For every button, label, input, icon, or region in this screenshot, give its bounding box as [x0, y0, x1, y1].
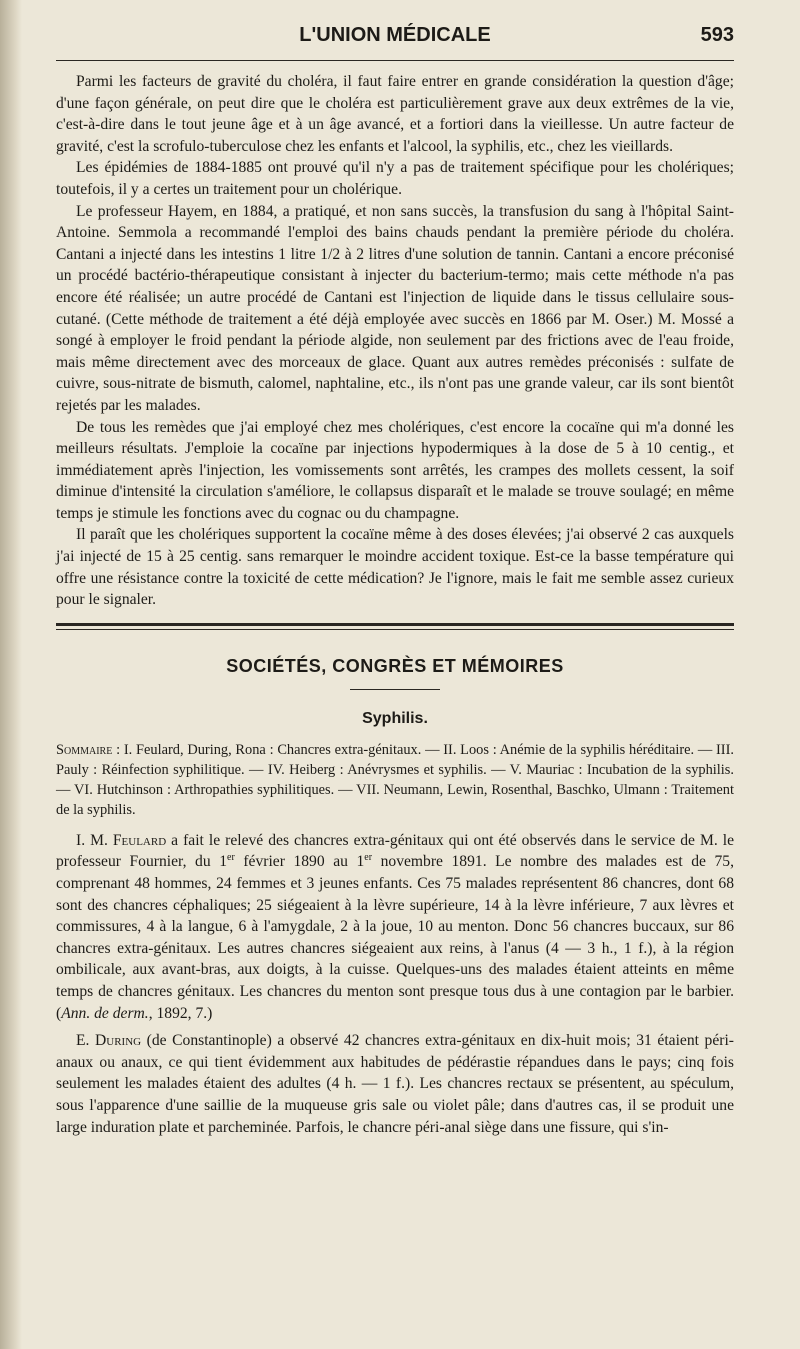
summary-label: Sommaire: [56, 741, 113, 758]
cholera-article-body: [56, 71, 734, 611]
syphilis-article-body: [56, 830, 734, 1138]
author-name: Feulard: [112, 831, 167, 849]
paragraph: Le professeur Hayem, en 1884, a pratiqué, et non sans succès, la transfusion du sang à l'hôpital Saint-Antoine. Semmola a recommandé l'emploi des bains chauds pendant la première période du choléra. Cantani a injecté dans les intestins 1 litre 1/2 à 2 litres d'une solution de tannin. Cantani a encore préconisé un procédé bactério-thérapeutique consistant à injecter du bacterium-termo; mais cette méthode n'a pas encore été réalisée; un autre procédé de Cantani est l'injection de liquide dans le tissus cellulaire sous-cutané. (Cette méthode de traitement a été déjà employée avec succès en 1866 par M. Oser.) M. Mossé a songé à employer le froid pendant la période algide, non seulement par des frictions avec de l'eau froide, mais même directement avec des morceaux de glace. Quant aux autres remèdes préconisés : sulfate de cuivre, sous-nitrate de bismuth, calomel, naphtaline, etc., ils n'ont pas une grande valeur, car ils sont bientôt rejetés par les malades.: [56, 202, 734, 414]
section-title: SOCIÉTÉS, CONGRÈS ET MÉMOIRES: [226, 655, 564, 676]
paragraph: Il paraît que les cholériques supportent la cocaïne même à des doses élevées; j'ai observé 2 cas auxquels j'ai injecté de 15 à 25 centig. sans remarquer le moindre accident toxique. Est-ce la basse température qui offre une résistance contre la toxicité de cette médication? Je l'ignore, mais le fait me semble assez curieux pour le signaler.: [56, 526, 734, 609]
journal-title: L'UNION MÉDICALE: [299, 24, 491, 46]
title-rule: [350, 689, 440, 690]
paragraph: Les épidémies de 1884-1885 ont prouvé qu'il n'y a pas de traitement spécifique pour les cholériques; toutefois, il y a certes un traitement pour un cholérique.: [56, 159, 734, 198]
superscript: er: [364, 852, 373, 864]
header-rule: [56, 60, 734, 61]
paragraph: De tous les remèdes que j'ai employé chez mes cholériques, c'est encore la cocaïne qui m'a donné les meilleurs résultats. J'emploie la cocaïne par injections hypodermiques à la dose de 5 à 10 centig., et immédiatement après l'injection, les vomissements sont arrêtés, les crampes des mollets cessent, la soif diminue d'intensité la circulation s'améliore, le collapsus disparaît et le malade se trouve soulagé; en même temps je stimule les fonctions avec du cognac ou du champagne.: [56, 418, 734, 522]
text-run: février 1890 au 1: [234, 853, 365, 871]
section-separator: [56, 623, 734, 630]
running-header: [56, 22, 734, 50]
text-run: (de Constantinople) a observé 42 chancres extra-génitaux en dix-huit mois; 31 étaient péri-anaux ou anaux, ce qui tient évidemment aux habitudes de pédérastie répandues dans le pays; cinq fois seulement les malades étaient des adultes (4 h. — 1 f.). Les chancres rectaux se présentent, au spéculum, sous l'apparence d'une saillie de la muqueuse gris sale ou violet pâle; dans d'autres cas, il se produit une large induration plate et parcheminée. Parfois, le chancre péri-anal siège dans une fissure, qui s'in-: [56, 1032, 734, 1136]
paragraph-feulard: [56, 830, 734, 1024]
text-run: E.: [76, 1032, 95, 1050]
summary-block: [56, 740, 734, 820]
superscript: er: [227, 852, 235, 864]
text-run: I. M.: [76, 831, 113, 849]
page-gutter: [0, 0, 22, 1349]
summary-text: : I. Feulard, During, Rona : Chancres extra-génitaux. — II. Loos : Anémie de la syphilis héréditaire. — III. Pauly : Réinfection syphilitique. — IV. Heiberg : Anévrysmes et syphilis. — V. Mauriac : Incubation de la syphilis. — VI. Hutchinson : Arthropathies syphilitiques. — VII. Neumann, Lewin, Rosenthal, Baschko, Ulmann : Traitement de la syphilis.: [56, 741, 734, 818]
text-run: a fait le relevé des chancres extra-génitaux qui ont été observés dans le service de M. le professeur Fournier, du 1: [56, 831, 734, 871]
summary-paragraph: [56, 740, 734, 820]
citation: Ann. de derm.: [61, 1004, 149, 1022]
author-name: During: [95, 1032, 142, 1050]
text-run: , 1892, 7.): [148, 1004, 213, 1022]
subsection-title: Syphilis.: [362, 709, 428, 727]
paragraph: Parmi les facteurs de gravité du choléra, il faut faire entrer en grande considération la question d'âge; d'une façon générale, on peut dire que le choléra est particulièrement grave aux deux extrêmes de la vie, c'est-à-dire dans le tout jeune âge et à un âge avancé, et a fortiori dans la vieillesse. Un autre facteur de gravité, c'est la scrofulo-tuberculose chez les enfants et l'alcool, la syphilis, etc., chez les vieillards.: [56, 73, 734, 155]
paragraph-during: [56, 1030, 734, 1138]
text-run: novembre 1891. Le nombre des malades est de 75, comprenant 48 hommes, 24 femmes et 3 jeunes enfants. Ces 75 malades représentent 86 chancres, dont 68 sont des chancres céphaliques; 25 siégeaient à la lèvre supérieure, 14 à la lèvre inférieure, 7 aux lèvres et commissures, 4 à la langue, 6 à l'amygdale, 2 à la joue, 10 au menton. Donc 56 chancres buccaux, sur 86 chancres extra-génitaux. Les autres chancres siégeaient aux reins, à l'anus (4 — 3 h., 1 f.), à la région ombilicale, aux avant-bras, aux doigts, à la cuisse. Quelques-uns des malades étaient atteints en même temps de chancres génitaux. Les chancres du menton sont presque tous dus à une contagion par le barbier. (: [56, 853, 734, 1022]
page-number: 593: [700, 24, 734, 46]
